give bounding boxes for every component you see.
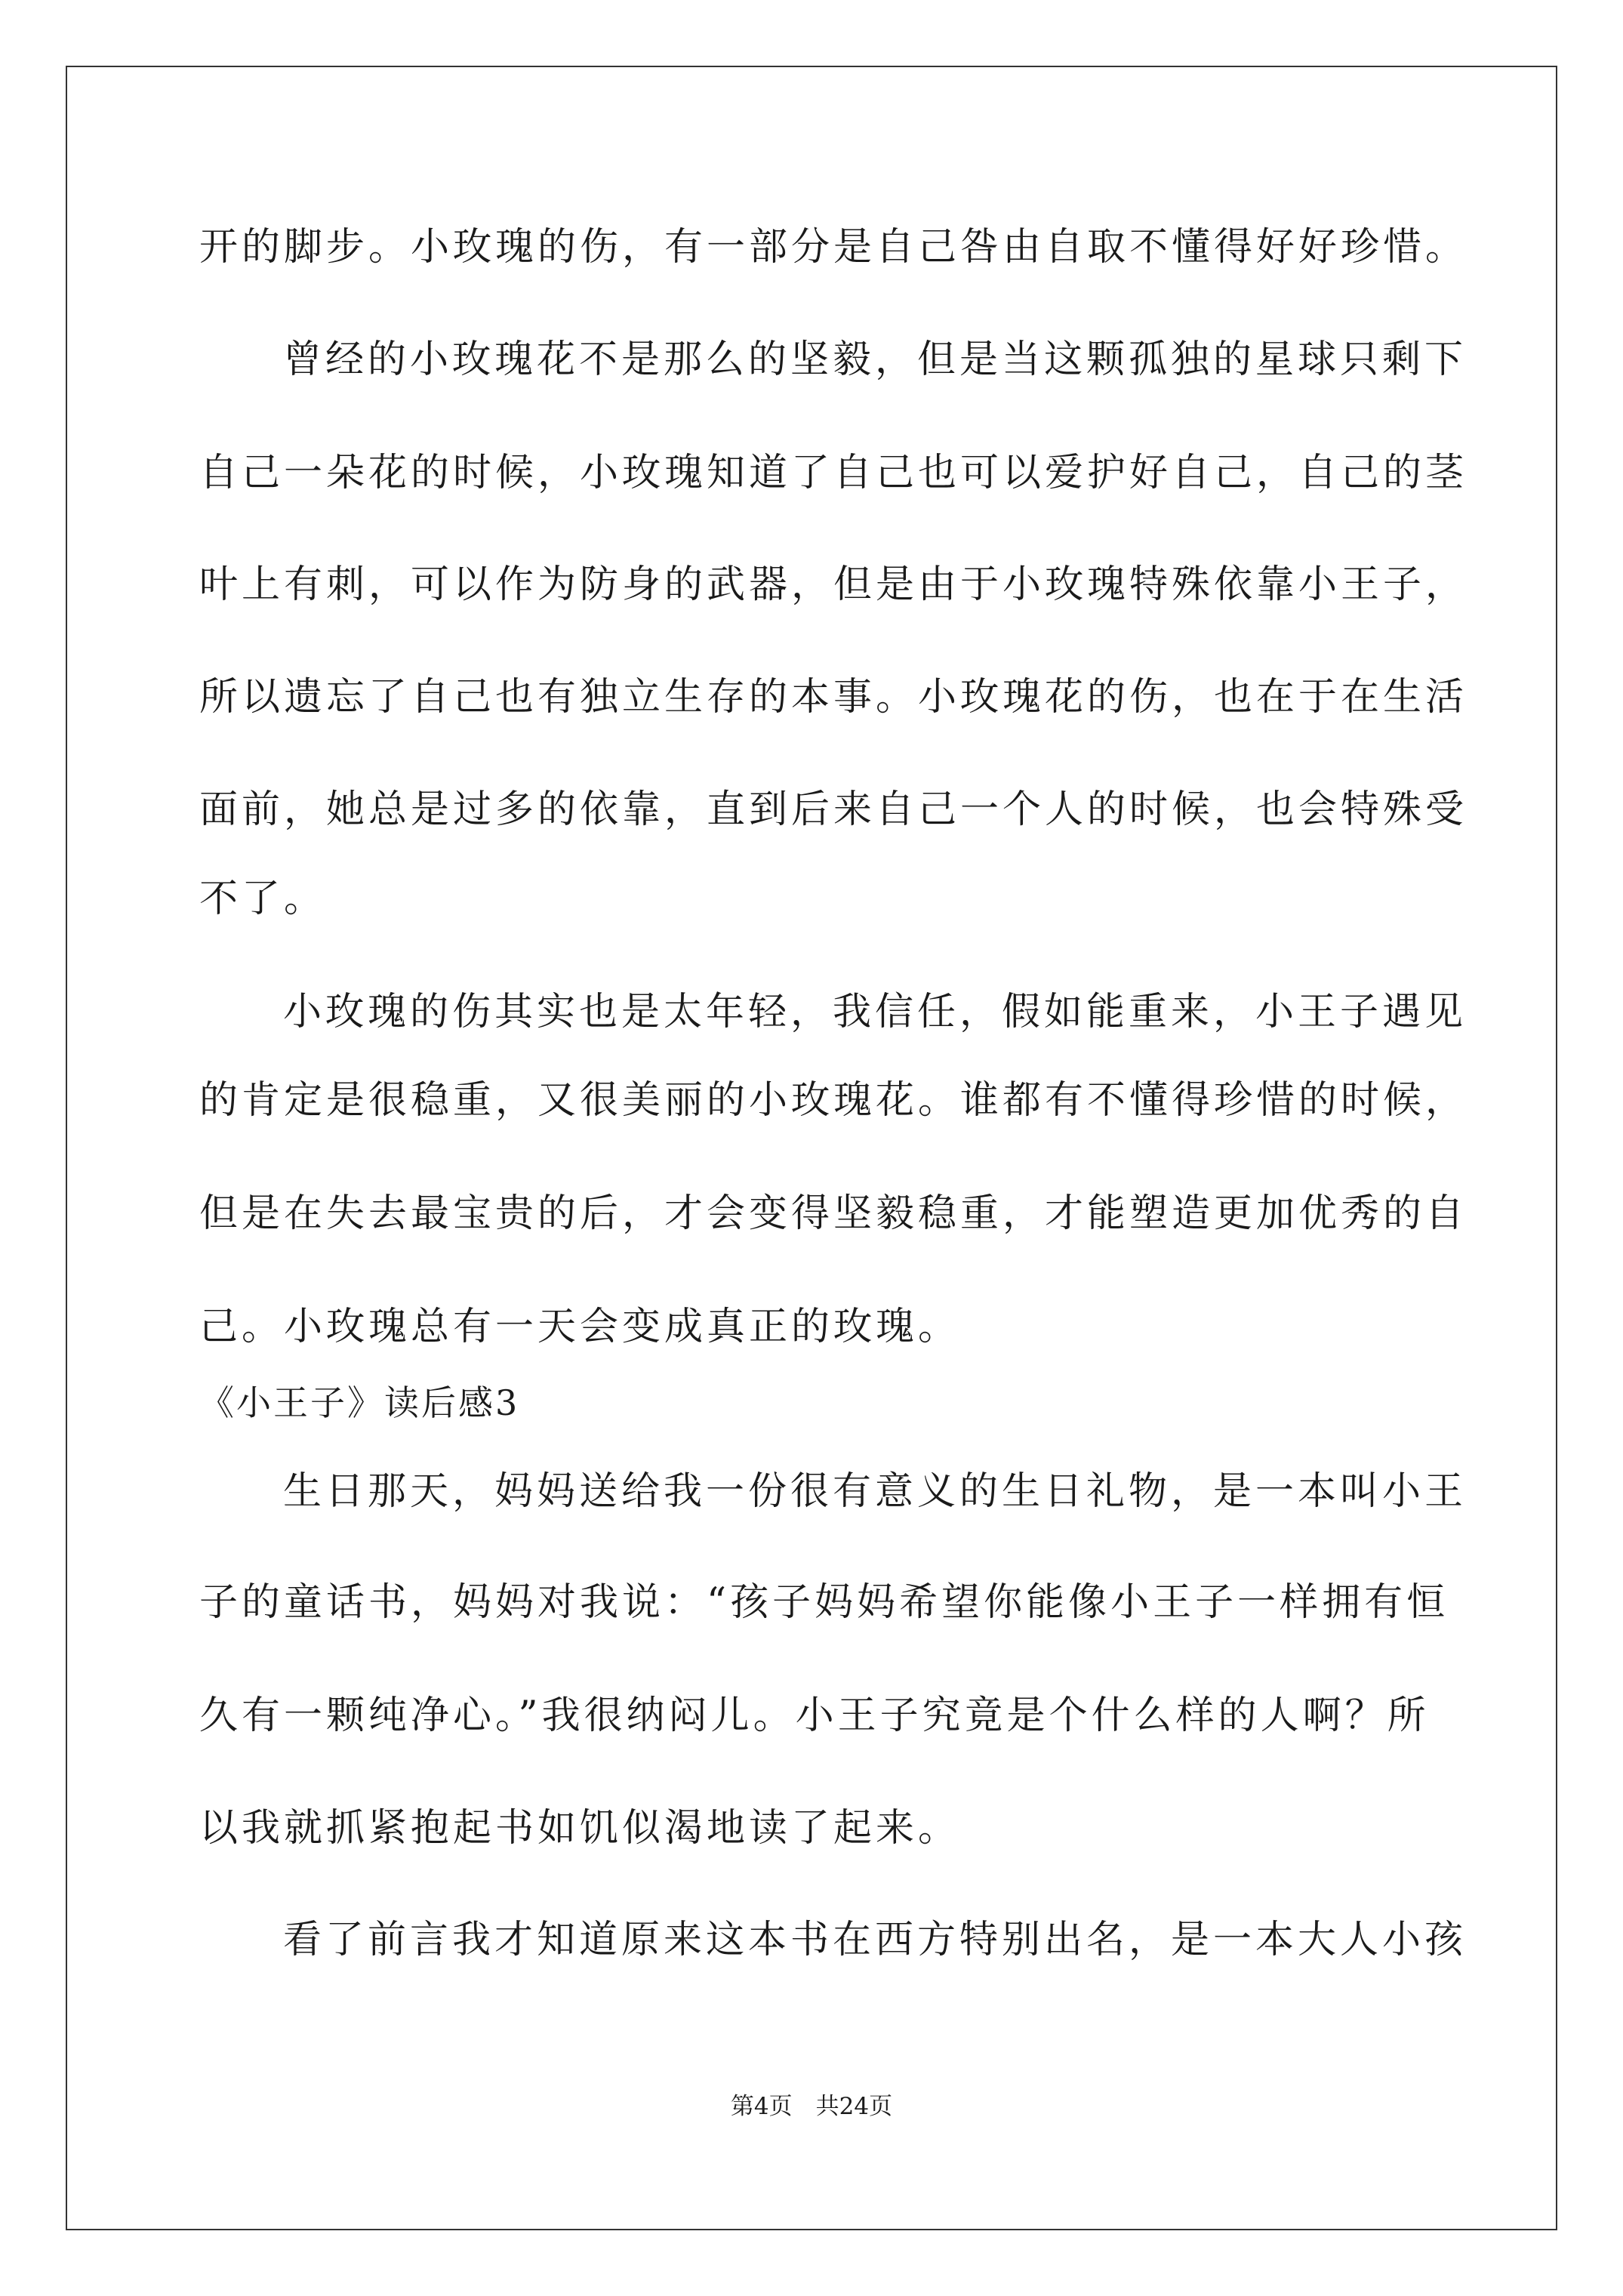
body-line: 叶上有刺，可以作为防身的武器，但是由于小玫瑰特殊依靠小王子， — [199, 562, 1468, 607]
body-line: 但是在失去最宝贵的后，才会变得坚毅稳重，才能塑造更加优秀的自 — [199, 1191, 1468, 1236]
body-line: 曾经的小玫瑰花不是那么的坚毅，但是当这颗孤独的星球只剩下 — [283, 337, 1467, 382]
page-number: 第4页 共24页 — [730, 2093, 893, 2120]
body-line: 以我就抓紧抱起书如饥似渴地读了起来。 — [199, 1806, 961, 1851]
body-line: 小玫瑰的伤其实也是太年轻，我信任，假如能重来，小王子遇见 — [283, 990, 1467, 1034]
body-line: 所以遗忘了自己也有独立生存的本事。小玫瑰花的伤，也在于在生活 — [199, 675, 1468, 720]
body-line: 看了前言我才知道原来这本书在西方特别出名，是一本大人小孩 — [283, 1918, 1467, 1962]
body-line: 面前，她总是过多的依靠，直到后来自己一个人的时候，也会特殊受 — [199, 787, 1468, 832]
body-line: 己。小玫瑰总有一天会变成真正的玫瑰。 — [199, 1305, 961, 1349]
body-line: 生日那天，妈妈送给我一份很有意义的生日礼物，是一本叫小王 — [283, 1469, 1467, 1514]
body-line: 开的脚步。小玫瑰的伤，有一部分是自己咎由自取不懂得好好珍惜。 — [199, 225, 1468, 270]
body-line: 不了。 — [199, 877, 327, 921]
body-line: 子的童话书，妈妈对我说：“孩子妈妈希望你能像小王子一样拥有恒 — [199, 1580, 1449, 1625]
body-line: 的肯定是很稳重，又很美丽的小玫瑰花。谁都有不懂得珍惜的时候， — [199, 1078, 1468, 1123]
body-line: 自己一朵花的时候，小玫瑰知道了自己也可以爱护好自己，自己的茎 — [199, 451, 1468, 495]
body-line: 久有一颗纯净心。”我很纳闷儿。小王子究竟是个什么样的人啊？所 — [199, 1693, 1430, 1738]
section-heading: 《小王子》读后感3 — [199, 1382, 520, 1423]
page-frame — [66, 66, 1557, 2230]
